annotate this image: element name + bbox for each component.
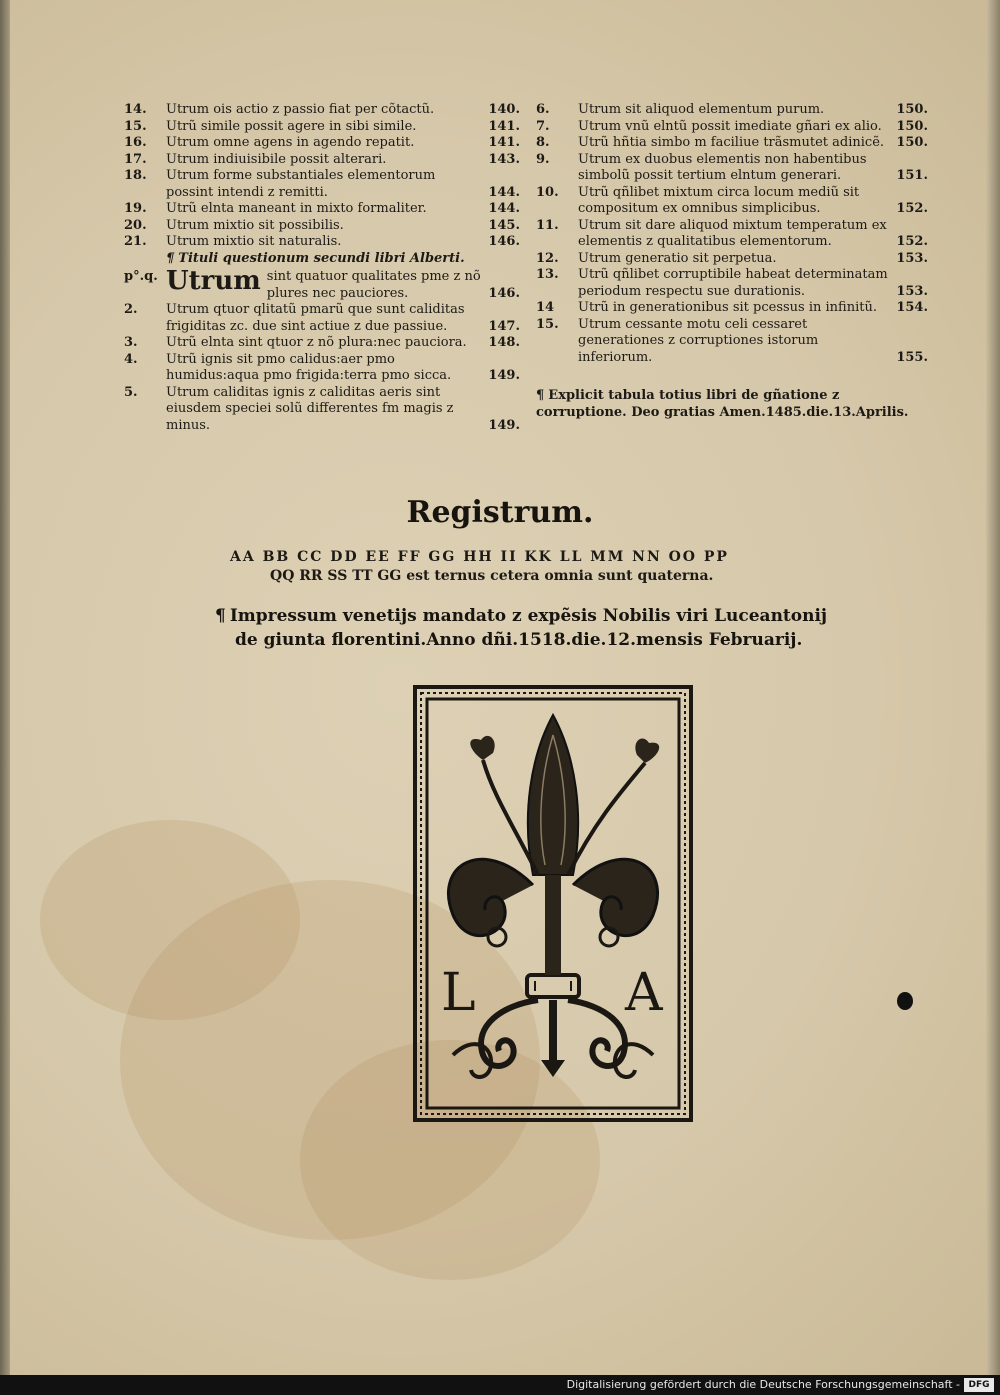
question-number: 10. bbox=[536, 184, 559, 200]
page-reference: 146. bbox=[488, 234, 520, 249]
page-reference: 154. bbox=[896, 300, 928, 315]
page-reference: 148. bbox=[488, 335, 520, 350]
pilcrow-icon: ¶ bbox=[166, 250, 175, 266]
question-number: 7. bbox=[536, 118, 550, 134]
question-entry bbox=[536, 119, 928, 136]
signatures-line: QQ RR SS TT GG est ternus cetera omnia sunt quaterna. bbox=[270, 568, 714, 584]
water-stain bbox=[40, 820, 300, 1020]
page-reference: 149. bbox=[488, 417, 520, 433]
question-entry bbox=[124, 135, 520, 152]
question-number: 8. bbox=[536, 135, 550, 150]
device-letter-left: L bbox=[441, 963, 476, 1023]
question-entry bbox=[536, 218, 928, 251]
page-outer-edge bbox=[986, 0, 1000, 1375]
question-text: Utrũ in generationibus sit pcessus in infinitũ. bbox=[578, 300, 877, 315]
question-text: Utrum sit aliquod elementum purum. bbox=[578, 102, 825, 117]
question-number: 15. bbox=[124, 118, 147, 134]
page-reference: 145. bbox=[488, 217, 520, 233]
question-text: Utrũ hñtia simbo m faciliue trãsmutet adinicẽ. bbox=[578, 135, 885, 150]
question-number: 19. bbox=[124, 201, 147, 216]
table-left-column bbox=[124, 102, 520, 434]
initial-word: Utrum bbox=[166, 266, 261, 296]
colophon bbox=[215, 604, 855, 652]
question-number: 6. bbox=[536, 102, 550, 117]
pilcrow-icon: ¶ bbox=[536, 388, 545, 403]
question-entry bbox=[536, 152, 928, 185]
question-entry bbox=[536, 317, 928, 367]
digitization-footer bbox=[0, 1375, 1000, 1395]
question-text: Utrum ois actio z passio fiat per cõtactũ. bbox=[166, 102, 435, 117]
question-text: Utrum vnũ elntũ possit imediate gñari ex alio. bbox=[578, 118, 882, 134]
page-reference: 143. bbox=[488, 151, 520, 167]
question-text: Utrum qtuor qlitatũ pmarũ que sunt caliditas frigiditas zc. due sint actiue z due passiue. bbox=[166, 302, 465, 334]
question-text: Utrum mixtio sit possibilis. bbox=[166, 217, 344, 233]
explicit-note: ¶ Explicit tabula totius libri de gñatione z corruptione. Deo gratias Amen.1485.die.13.Aprilis. bbox=[536, 388, 909, 420]
registrum-title: Registrum. bbox=[406, 495, 594, 530]
question-text: Utrum sit dare aliquod mixtum temperatum ex elementis z qualitatibus elementorum. bbox=[578, 217, 887, 249]
question-entry bbox=[536, 267, 928, 300]
page-reference: 140. bbox=[488, 102, 520, 117]
question-text: Utrũ elnta maneant in mixto formaliter. bbox=[166, 201, 427, 216]
question-text: Utrum indiuisibile possit alterari. bbox=[166, 151, 387, 167]
table-right-column bbox=[536, 102, 928, 421]
question-entry bbox=[124, 335, 520, 352]
question-text: Utrũ ignis sit pmo calidus:aer pmo humidus:aqua pmo frigida:terra pmo sicca. bbox=[166, 351, 452, 383]
question-number: 9. bbox=[536, 151, 550, 167]
question-entry bbox=[124, 119, 520, 136]
question-entry bbox=[536, 102, 928, 119]
page-reference: 153. bbox=[896, 250, 928, 266]
question-text: Utrum ex duobus elementis non habentibus simbolũ possit tertium elntum generari. bbox=[578, 151, 867, 183]
dfg-logo: DFG bbox=[964, 1378, 994, 1392]
question-entry bbox=[124, 201, 520, 218]
page-reference: 155. bbox=[896, 349, 928, 365]
question-number: 12. bbox=[536, 250, 559, 266]
question-number: 21. bbox=[124, 234, 147, 249]
question-text: Utrum caliditas ignis z caliditas aeris sint eiusdem speciei solũ differentes fm magis z minus. bbox=[166, 384, 454, 433]
question-entry bbox=[124, 152, 520, 169]
question-entry bbox=[124, 385, 520, 435]
question-text: Utrum cessante motu celi cessaret generationes z corruptiones istorum inferiorum. bbox=[578, 316, 819, 365]
question-entry bbox=[536, 300, 928, 317]
question-text: Utrum generatio sit perpetua. bbox=[578, 250, 777, 266]
page-reference: 141. bbox=[488, 118, 520, 134]
question-number: 16. bbox=[124, 135, 147, 150]
question-text: sint quatuor qualitates pme z nõ plures nec pauciores. bbox=[266, 269, 481, 301]
question-entry bbox=[124, 234, 520, 251]
page-reference: 151. bbox=[896, 168, 928, 183]
question-entry bbox=[124, 266, 520, 302]
question-text: Utrum mixtio sit naturalis. bbox=[166, 234, 342, 249]
page-reference: 146. bbox=[488, 285, 520, 301]
question-number: 13. bbox=[536, 267, 559, 282]
question-number: 17. bbox=[124, 151, 147, 167]
pilcrow-icon: ¶ bbox=[215, 606, 226, 626]
signatures-line: AA BB CC DD EE FF GG HH II KK LL MM NN OO PP bbox=[230, 549, 729, 565]
question-number: 5. bbox=[124, 384, 138, 400]
page-reference: 147. bbox=[488, 318, 520, 334]
question-entry bbox=[536, 135, 928, 152]
colophon-line: ¶ Impressum venetijs mandato z expẽsis Nobilis viri Luceantonij bbox=[215, 606, 828, 626]
question-number: p°.q. bbox=[124, 269, 158, 284]
question-entry bbox=[124, 352, 520, 385]
signature-register bbox=[230, 548, 830, 586]
section-heading: ¶ Tituli questionum secundi libri Alberti. bbox=[166, 250, 465, 266]
question-number: 20. bbox=[124, 217, 147, 233]
question-number: 15. bbox=[536, 316, 559, 332]
question-text: Utrũ qñlibet corruptibile habeat determinatam periodum respectu sue durationis. bbox=[578, 267, 888, 299]
question-entry bbox=[124, 168, 520, 201]
footer-credit-text: Digitalisierung gefördert durch die Deutsche Forschungsgemeinschaft - bbox=[566, 1378, 960, 1391]
device-letter-right: A bbox=[625, 963, 663, 1023]
page-reference: 153. bbox=[896, 283, 928, 299]
question-text: Utrum forme substantiales elementorum possint intendi z remitti. bbox=[166, 168, 436, 200]
page-reference: 152. bbox=[896, 234, 928, 249]
page-reference: 150. bbox=[896, 135, 928, 150]
fleur-de-lis-printer-mark-icon bbox=[413, 685, 693, 1122]
question-text: Utrũ simile possit agere in sibi simile. bbox=[166, 118, 417, 134]
page-reference: 144. bbox=[488, 201, 520, 216]
page-binding-edge bbox=[0, 0, 10, 1375]
question-entry bbox=[124, 218, 520, 235]
question-number: 18. bbox=[124, 168, 147, 183]
question-entry bbox=[124, 302, 520, 335]
ink-spot bbox=[897, 992, 913, 1010]
question-number: 11. bbox=[536, 217, 559, 233]
question-number: 14. bbox=[124, 102, 147, 117]
page-reference: 152. bbox=[896, 201, 928, 216]
question-entry bbox=[536, 251, 928, 268]
question-text: Utrũ qñlibet mixtum circa locum mediũ sit compositum ex omnibus simplicibus. bbox=[578, 184, 860, 216]
question-number: 3. bbox=[124, 335, 138, 350]
question-number: 2. bbox=[124, 302, 138, 317]
question-number: 4. bbox=[124, 351, 138, 367]
page-reference: 150. bbox=[896, 102, 928, 117]
colophon-line: de giunta florentini.Anno dñi.1518.die.12.mensis Februarij. bbox=[235, 630, 803, 650]
page-reference: 141. bbox=[488, 135, 520, 150]
page-reference: 149. bbox=[488, 368, 520, 383]
page-reference: 144. bbox=[488, 184, 520, 200]
question-text: Utrũ elnta sint qtuor z nõ plura:nec pauciora. bbox=[166, 335, 467, 350]
question-number: 14 bbox=[536, 300, 555, 315]
question-entry bbox=[536, 185, 928, 218]
question-entry bbox=[124, 102, 520, 119]
page-reference: 150. bbox=[896, 118, 928, 134]
question-text: Utrum omne agens in agendo repatit. bbox=[166, 135, 415, 150]
